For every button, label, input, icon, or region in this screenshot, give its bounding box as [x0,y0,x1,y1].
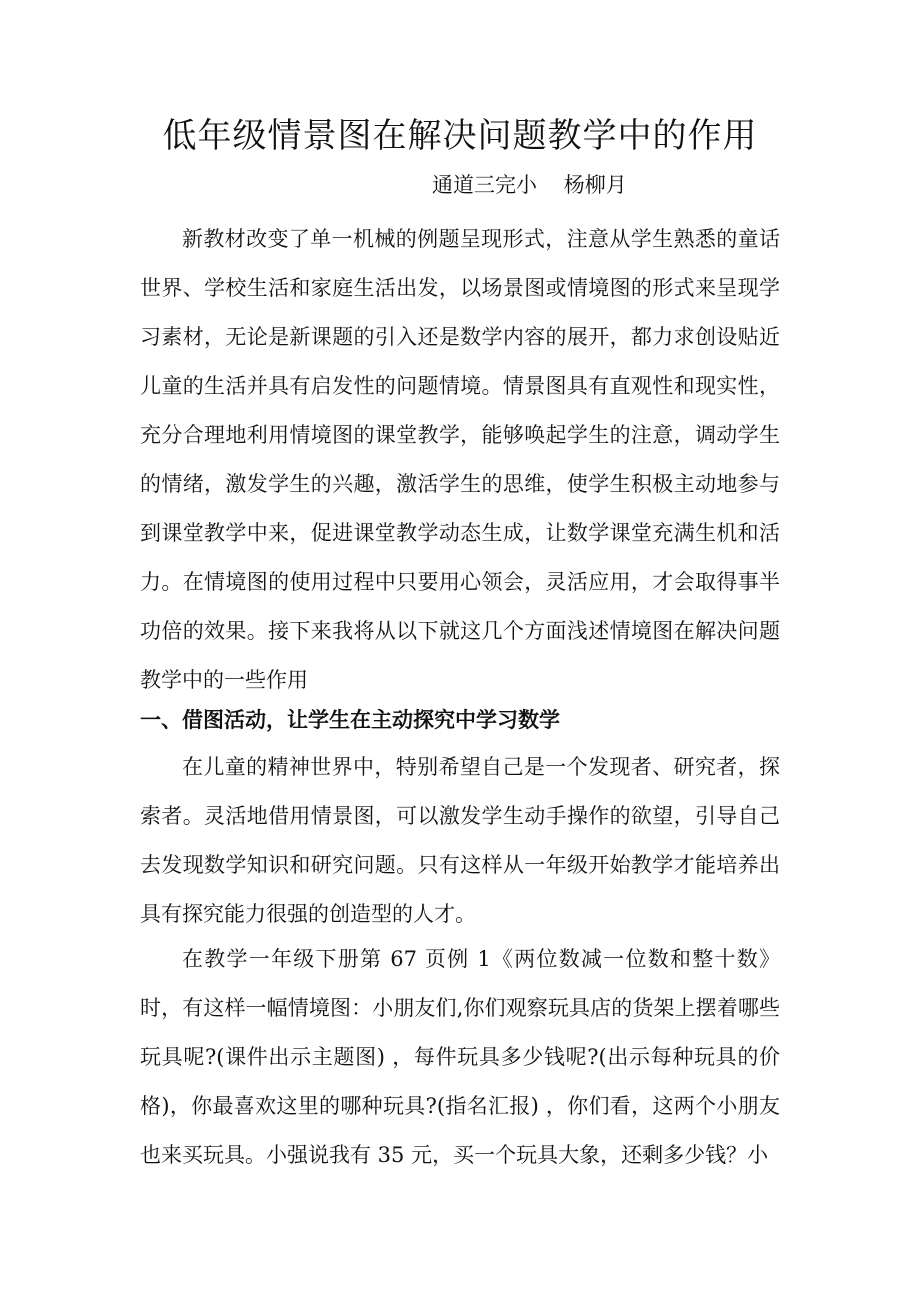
intro-paragraph: 新教材改变了单一机械的例题呈现形式，注意从学生熟悉的童话世界、学校生活和家庭生活出发，以场景图或情境图的形式来呈现学习素材，无论是新课题的引入还是数学内容的展开，都力求创设贴近儿童的生活并具有启发性的问题情境。情景图具有直观性和现实性，充分合理地利用情境图的课堂教学，能够唤起学生的注意，调动学生的情绪，激发学生的兴趣，激活学生的思维，使学生积极主动地参与到课堂教学中来，促进课堂教学动态生成，让数学课堂充满生机和活力。在情境图的使用过程中只要用心领会，灵活应用，才会取得事半功倍的效果。接下来我将从以下就这几个方面浅述情境图在解决问题教学中的一些作用 [140,227,780,692]
body-paragraph: 在教学一年级下册第 67 页例 1《两位数减一位数和整十数》时，有这样一幅情境图：小朋友们,你们观察玩具店的货架上摆着哪些玩具呢?(课件出示主题图) ，每件玩具多少钱呢?(出示每种玩具的价格)，你最喜欢这里的哪种玩具?(指名汇报) ，你们看，这两个小朋友也来买玩具。小强说我有 35 元，买一个玩具大象，还剩多少钱？小 [140,947,780,1167]
document-title: 低年级情景图在解决问题教学中的作用 [162,116,758,156]
body-paragraph: 在儿童的精神世界中，特别希望自己是一个发现者、研究者，探索者。灵活地借用情景图，可以激发学生动手操作的欲望，引导自己去发现数学知识和研究问题。只有这样从一年级开始教学才能培养出具有探究能力很强的创造型的人才。 [140,755,780,926]
author-line: 通道三完小 杨柳月 [432,173,627,197]
section-heading: 一、借图活动，让学生在主动探究中学习数学 [140,707,560,732]
